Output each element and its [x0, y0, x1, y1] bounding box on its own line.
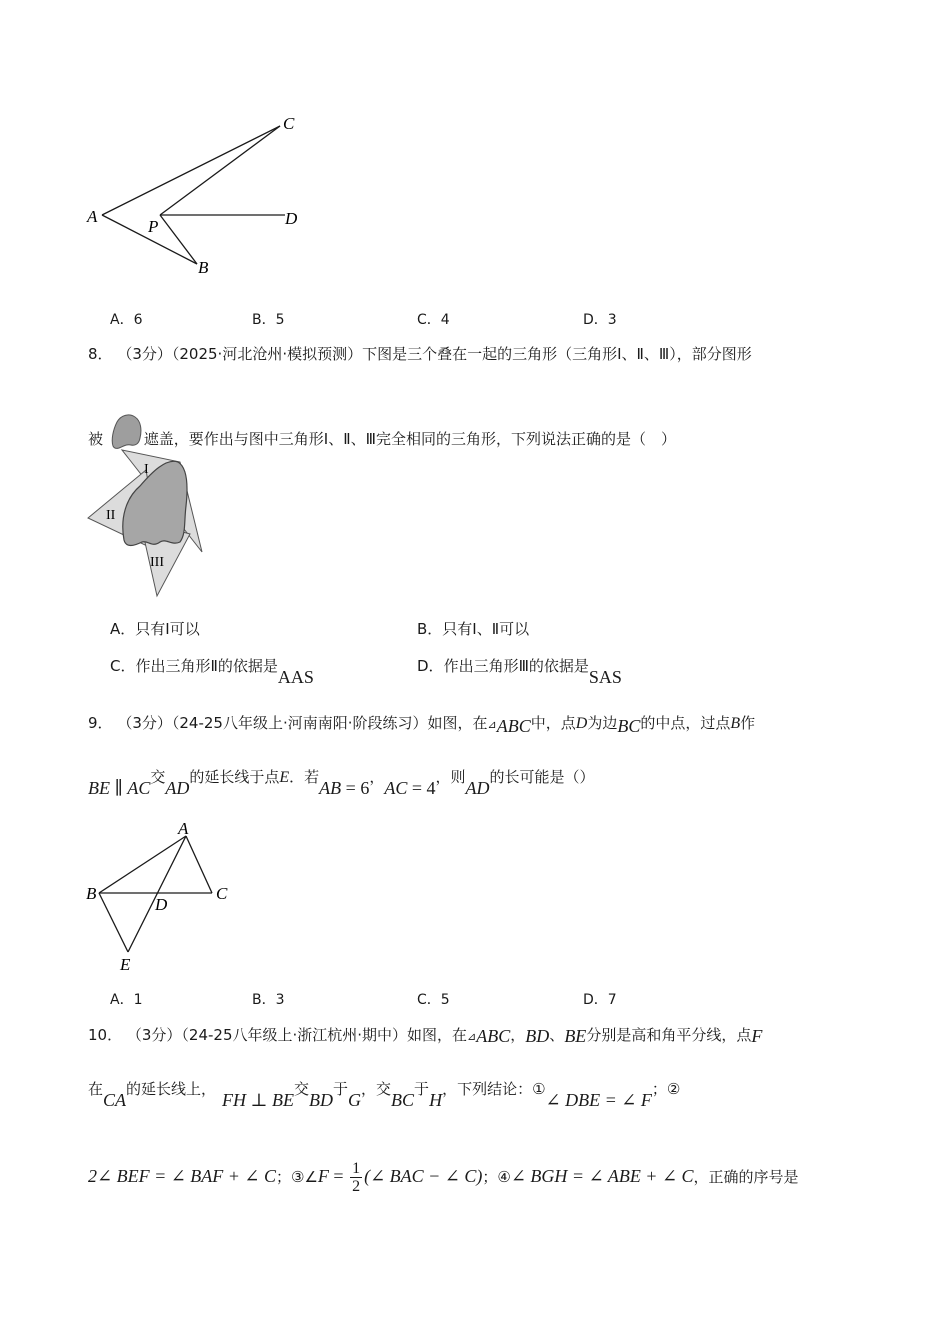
q7-option-c[interactable] — [417, 309, 450, 329]
math-e: E — [279, 769, 290, 786]
math-g: G — [348, 1090, 362, 1110]
text: 的延长线于点 — [189, 768, 280, 786]
q8-stem-suffix: 遮盖，要作出与图中三角形Ⅰ、Ⅱ、Ⅲ完全相同的三角形，下列说法正确的是（ ） — [143, 430, 676, 448]
q9-label-b: B — [86, 884, 97, 903]
q7-option-a[interactable] — [110, 309, 143, 329]
q10-number: 10． — [88, 1026, 123, 1044]
text: ，交 — [361, 1080, 392, 1098]
text: ．若 — [289, 768, 320, 786]
math-fh: FH — [222, 1090, 247, 1110]
q8-figure — [82, 448, 212, 600]
option-key: D． — [417, 657, 444, 675]
blob-icon — [109, 412, 143, 450]
math-ca: CA — [103, 1090, 127, 1110]
math-ac: AC — [384, 778, 408, 798]
q10-stem-line1 — [88, 1024, 762, 1045]
q9-source: （24-25八年级上·河南南阳·阶段练习） — [171, 714, 428, 732]
math-bd: BD — [525, 1026, 550, 1046]
fraction-denominator: 2 — [352, 1178, 361, 1195]
text: ，则 — [435, 768, 466, 786]
q8-stem-line2 — [88, 412, 676, 450]
option-text: 6 — [133, 312, 143, 328]
text: 中，点 — [530, 714, 576, 732]
q8-score: （3分） — [117, 345, 172, 363]
option-key: A． — [110, 992, 134, 1008]
q8-option-b[interactable] — [417, 618, 529, 639]
option-tail: AAS — [277, 667, 314, 687]
text: 的长可能是（） — [489, 768, 595, 786]
text: ；④ — [482, 1168, 511, 1186]
text: ， — [369, 768, 385, 786]
q9-score: （3分） — [117, 714, 172, 732]
fraction-half — [350, 1160, 362, 1195]
math-f: F — [751, 1026, 763, 1046]
q8-option-a[interactable] — [110, 618, 200, 639]
q7-line-pc — [160, 126, 280, 215]
q8-label-iii: III — [150, 555, 164, 570]
q7-figure — [80, 108, 320, 283]
q7-option-b[interactable] — [252, 309, 285, 329]
text: ， — [510, 1026, 526, 1044]
perp-symbol: ⊥ — [246, 1090, 272, 1110]
option-text: 1 — [133, 992, 143, 1008]
q9-figure — [82, 818, 242, 978]
option-key: C． — [110, 657, 136, 675]
q9-option-b[interactable] — [252, 989, 285, 1009]
q10-stem-line2 — [88, 1078, 681, 1110]
option-text: 5 — [440, 992, 450, 1008]
text: ；③∠ — [276, 1168, 318, 1186]
option-key: C． — [417, 312, 441, 328]
option-text: 3 — [275, 992, 285, 1008]
math-f: F — [317, 1166, 329, 1186]
q9-stem-line2 — [88, 766, 595, 798]
q9-number: 9． — [88, 714, 113, 732]
math-b: B — [730, 715, 741, 732]
q9-label-c: C — [216, 884, 228, 903]
q7-option-d[interactable] — [583, 309, 617, 329]
math-bc: BC — [617, 716, 641, 736]
q9-option-c[interactable] — [417, 989, 450, 1009]
math-eq: = — [328, 1166, 349, 1186]
fraction-numerator: 1 — [352, 1160, 361, 1177]
q9-line-ae — [128, 836, 186, 952]
text: ，下列结论：① — [442, 1080, 546, 1098]
option-key: D． — [583, 312, 608, 328]
option-key: B． — [252, 992, 276, 1008]
q8-stem-line1 — [88, 343, 752, 364]
q8-cover-blob — [123, 461, 187, 545]
option-text: 3 — [607, 312, 617, 328]
q9-line-ab — [99, 836, 186, 893]
q8-label-i: I — [144, 462, 149, 477]
q9-option-d[interactable] — [583, 989, 617, 1009]
q9-line-ac — [186, 836, 212, 893]
math-eq1: ∠ DBE = ∠ F — [545, 1090, 652, 1110]
q7-label-d: D — [285, 209, 298, 228]
option-key: C． — [417, 992, 441, 1008]
math-be: BE — [564, 1026, 587, 1046]
option-key: B． — [252, 312, 276, 328]
q9-option-a[interactable] — [110, 989, 143, 1009]
q8-option-c[interactable] — [110, 655, 314, 687]
math-ac: AC — [127, 778, 151, 798]
text: 分别是高和角平分线，点 — [586, 1026, 752, 1044]
q7-line-ac — [102, 126, 280, 215]
text: 交 — [150, 768, 166, 786]
math-ab: AB — [319, 778, 342, 798]
option-text: 只有Ⅰ可以 — [135, 620, 200, 638]
q7-label-p: P — [148, 217, 159, 236]
text: 如图，在 — [427, 714, 488, 732]
math-ad: AD — [465, 778, 490, 798]
text: 在 — [88, 1080, 104, 1098]
math-eq: = 4 — [407, 778, 436, 798]
text: 的中点，过点 — [640, 714, 731, 732]
text: 如图，在 — [407, 1026, 468, 1044]
math-eq2: 2∠ BEF = ∠ BAF + ∠ C — [88, 1166, 277, 1186]
parallel-symbol: ∥ — [110, 778, 128, 798]
text: ；② — [651, 1080, 681, 1098]
text: ，正确的序号是 — [693, 1168, 799, 1186]
triangle-symbol: ⊿ — [467, 1030, 477, 1043]
option-text: 5 — [275, 312, 285, 328]
math-abc: ABC — [476, 1026, 511, 1046]
math-d: D — [575, 715, 588, 732]
q10-score: （3分） — [126, 1026, 182, 1044]
math-ad: AD — [165, 778, 190, 798]
q9-line-be — [99, 893, 128, 952]
math-be: BE — [88, 778, 110, 798]
q8-stem-prefix: 被 — [88, 430, 104, 448]
option-text: 只有Ⅰ、Ⅱ可以 — [442, 620, 530, 638]
q10-source: （24-25八年级上·浙江杭州·期中） — [181, 1026, 408, 1044]
math-be: BE — [271, 1090, 294, 1110]
text: 的延长线上， — [126, 1080, 217, 1098]
text: 交 — [293, 1080, 309, 1098]
option-text: 作出三角形Ⅱ的依据是 — [135, 657, 278, 675]
q7-line-pb — [160, 215, 197, 264]
math-eq: = 6 — [341, 778, 370, 798]
option-key: A． — [110, 312, 134, 328]
q7-label-b: B — [198, 258, 209, 277]
math-abc: ABC — [496, 716, 531, 736]
option-key: D． — [583, 992, 608, 1008]
math-eq4: ∠ BGH = ∠ ABE + ∠ C — [510, 1166, 694, 1186]
option-text: 作出三角形Ⅲ的依据是 — [443, 657, 589, 675]
text: 作 — [740, 714, 756, 732]
q7-label-c: C — [283, 114, 295, 133]
q8-number: 8． — [88, 345, 113, 363]
q10-stem-line3 — [88, 1160, 799, 1195]
q9-label-d: D — [155, 895, 168, 914]
q9-label-a: A — [178, 819, 189, 838]
q8-stem-text: 下图是三个叠在一起的三角形（三角形Ⅰ、Ⅱ、Ⅲ），部分图形 — [362, 345, 752, 363]
q8-source: （2025·河北沧州·模拟预测） — [171, 345, 363, 363]
math-bd: BD — [309, 1090, 333, 1110]
text: 、 — [549, 1026, 565, 1044]
option-tail: SAS — [588, 667, 622, 687]
text: 于 — [333, 1080, 349, 1098]
q8-option-d[interactable] — [417, 655, 622, 687]
text: 于 — [414, 1080, 430, 1098]
math-paren-expr: (∠ BAC − ∠ C) — [364, 1166, 483, 1186]
option-key: B． — [417, 620, 443, 638]
q7-label-a: A — [87, 207, 98, 226]
option-text: 7 — [607, 992, 617, 1008]
option-key: A． — [110, 620, 136, 638]
math-h: H — [429, 1090, 443, 1110]
triangle-symbol: ⊿ — [487, 718, 497, 731]
option-text: 4 — [440, 312, 450, 328]
math-bc: BC — [391, 1090, 415, 1110]
text: 为边 — [587, 714, 618, 732]
q9-stem-line1 — [88, 712, 756, 736]
q9-label-e: E — [120, 955, 131, 974]
q8-label-ii: II — [106, 508, 116, 523]
